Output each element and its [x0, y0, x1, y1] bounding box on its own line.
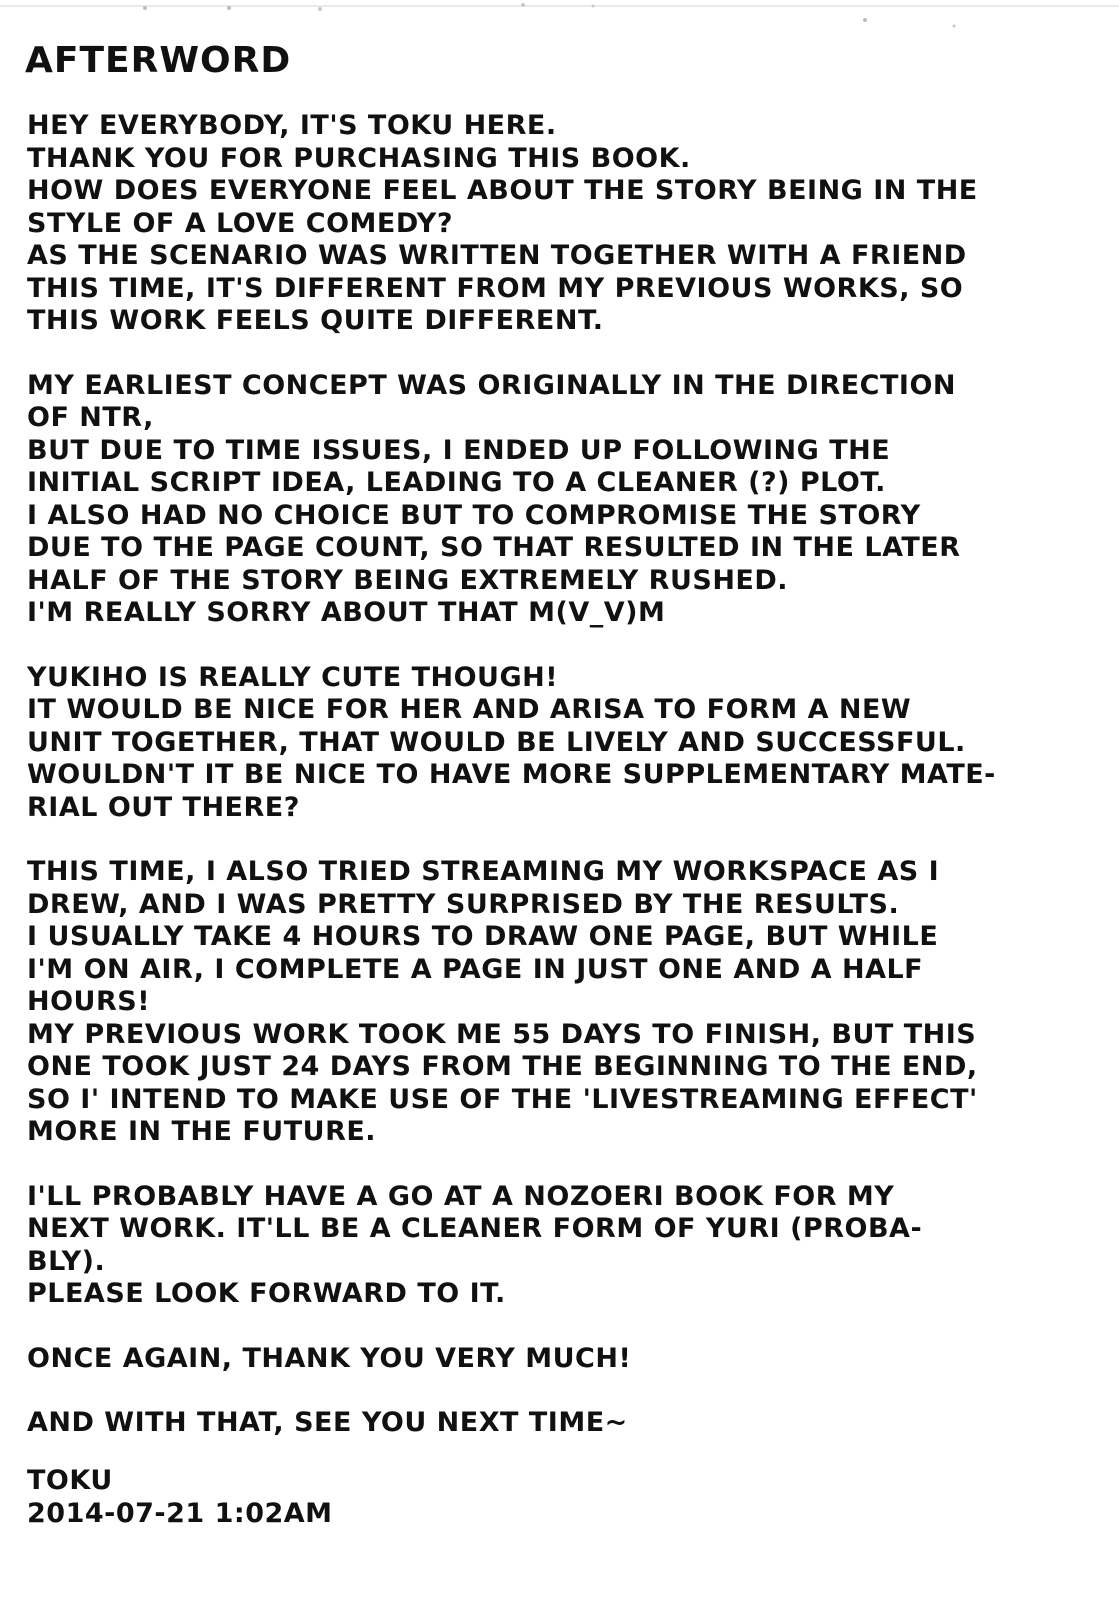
text-line: UNIT TOGETHER, THAT WOULD BE LIVELY AND SUCCESSFUL. [27, 726, 966, 758]
text-line: OF NTR, [27, 402, 154, 433]
paragraph-next-work [27, 1181, 1097, 1311]
text-line: ONE TOOK JUST 24 DAYS FROM THE BEGINNING TO THE END, [27, 1051, 978, 1082]
paragraph-intro [27, 110, 1097, 338]
text-line: THANK YOU FOR PURCHASING THIS BOOK. [27, 142, 691, 174]
text-line: THIS TIME, IT'S DIFFERENT FROM MY PREVIOUS WORKS, SO [27, 272, 964, 304]
text-line: I USUALLY TAKE 4 HOURS TO DRAW ONE PAGE, BUT WHILE [27, 921, 939, 952]
page-title: AFTERWORD [25, 40, 292, 81]
text-line: HOW DOES EVERYONE FEEL ABOUT THE STORY BEING IN THE [27, 175, 978, 206]
text-line: BUT DUE TO TIME ISSUES, I ENDED UP FOLLOWING THE [27, 434, 891, 466]
text-line: I ALSO HAD NO CHOICE BUT TO COMPROMISE THE STORY [27, 499, 921, 531]
text-line: THIS TIME, I ALSO TRIED STREAMING MY WORKSPACE AS I [27, 856, 940, 887]
text-line: I'LL PROBABLY HAVE A GO AT A NOZOERI BOOK FOR MY [27, 1180, 895, 1212]
text-line: INITIAL SCRIPT IDEA, LEADING TO A CLEANER (?) PLOT. [27, 467, 886, 498]
paragraph-concept [27, 370, 1097, 630]
text-line: ONCE AGAIN, THANK YOU VERY MUCH! [27, 1342, 632, 1374]
text-line: NEXT WORK. IT'LL BE A CLEANER FORM OF YURI (PROBA- [27, 1213, 923, 1244]
top-edge-marks [0, 0, 1119, 34]
text-line: MY EARLIEST CONCEPT WAS ORIGINALLY IN THE DIRECTION [27, 369, 957, 401]
text-line: DUE TO THE PAGE COUNT, SO THAT RESULTED IN THE LATER [27, 532, 961, 563]
date-time: 2014-07-21 1:02AM [27, 1497, 333, 1529]
paragraph-yukiho [27, 662, 1097, 825]
text-line: HOURS! [27, 986, 151, 1017]
text-line: IT WOULD BE NICE FOR HER AND ARISA TO FORM A NEW [27, 694, 912, 725]
text-line: YUKIHO IS REALLY CUTE THOUGH! [27, 661, 559, 693]
text-line: SO I' INTEND TO MAKE USE OF THE 'LIVESTREAMING EFFECT' [27, 1083, 978, 1115]
text-line: BLY). [27, 1245, 106, 1277]
text-line: HALF OF THE STORY BEING EXTREMELY RUSHED. [27, 564, 789, 596]
text-line: AS THE SCENARIO WAS WRITTEN TOGETHER WITH A FRIEND [27, 240, 967, 271]
paragraph-farewell [27, 1407, 1097, 1440]
text-line: MORE IN THE FUTURE. [27, 1116, 377, 1147]
text-line: AND WITH THAT, SEE YOU NEXT TIME~ [27, 1407, 628, 1438]
text-line: RIAL OUT THERE? [27, 791, 300, 823]
text-line: I'M REALLY SORRY ABOUT THAT M(V_V)M [27, 597, 666, 628]
text-line: HEY EVERYBODY, IT'S TOKU HERE. [27, 110, 557, 141]
text-line: I'M ON AIR, I COMPLETE A PAGE IN JUST ONE AND A HALF [27, 953, 924, 985]
text-line: STYLE OF A LOVE COMEDY? [27, 207, 454, 239]
text-line: DREW, AND I WAS PRETTY SURPRISED BY THE RESULTS. [27, 888, 900, 920]
paragraph-thanks [27, 1343, 1097, 1376]
afterword-body [27, 110, 1097, 1462]
text-line: PLEASE LOOK FORWARD TO IT. [27, 1278, 506, 1309]
text-line: MY PREVIOUS WORK TOOK ME 55 DAYS TO FINISH, BUT THIS [27, 1018, 977, 1050]
author-name: TOKU [27, 1465, 113, 1496]
text-line: WOULDN'T IT BE NICE TO HAVE MORE SUPPLEMENTARY MATE- [27, 759, 996, 790]
paragraph-streaming [27, 856, 1097, 1149]
text-line: THIS WORK FEELS QUITE DIFFERENT. [27, 305, 604, 336]
signature-block [27, 1465, 333, 1530]
